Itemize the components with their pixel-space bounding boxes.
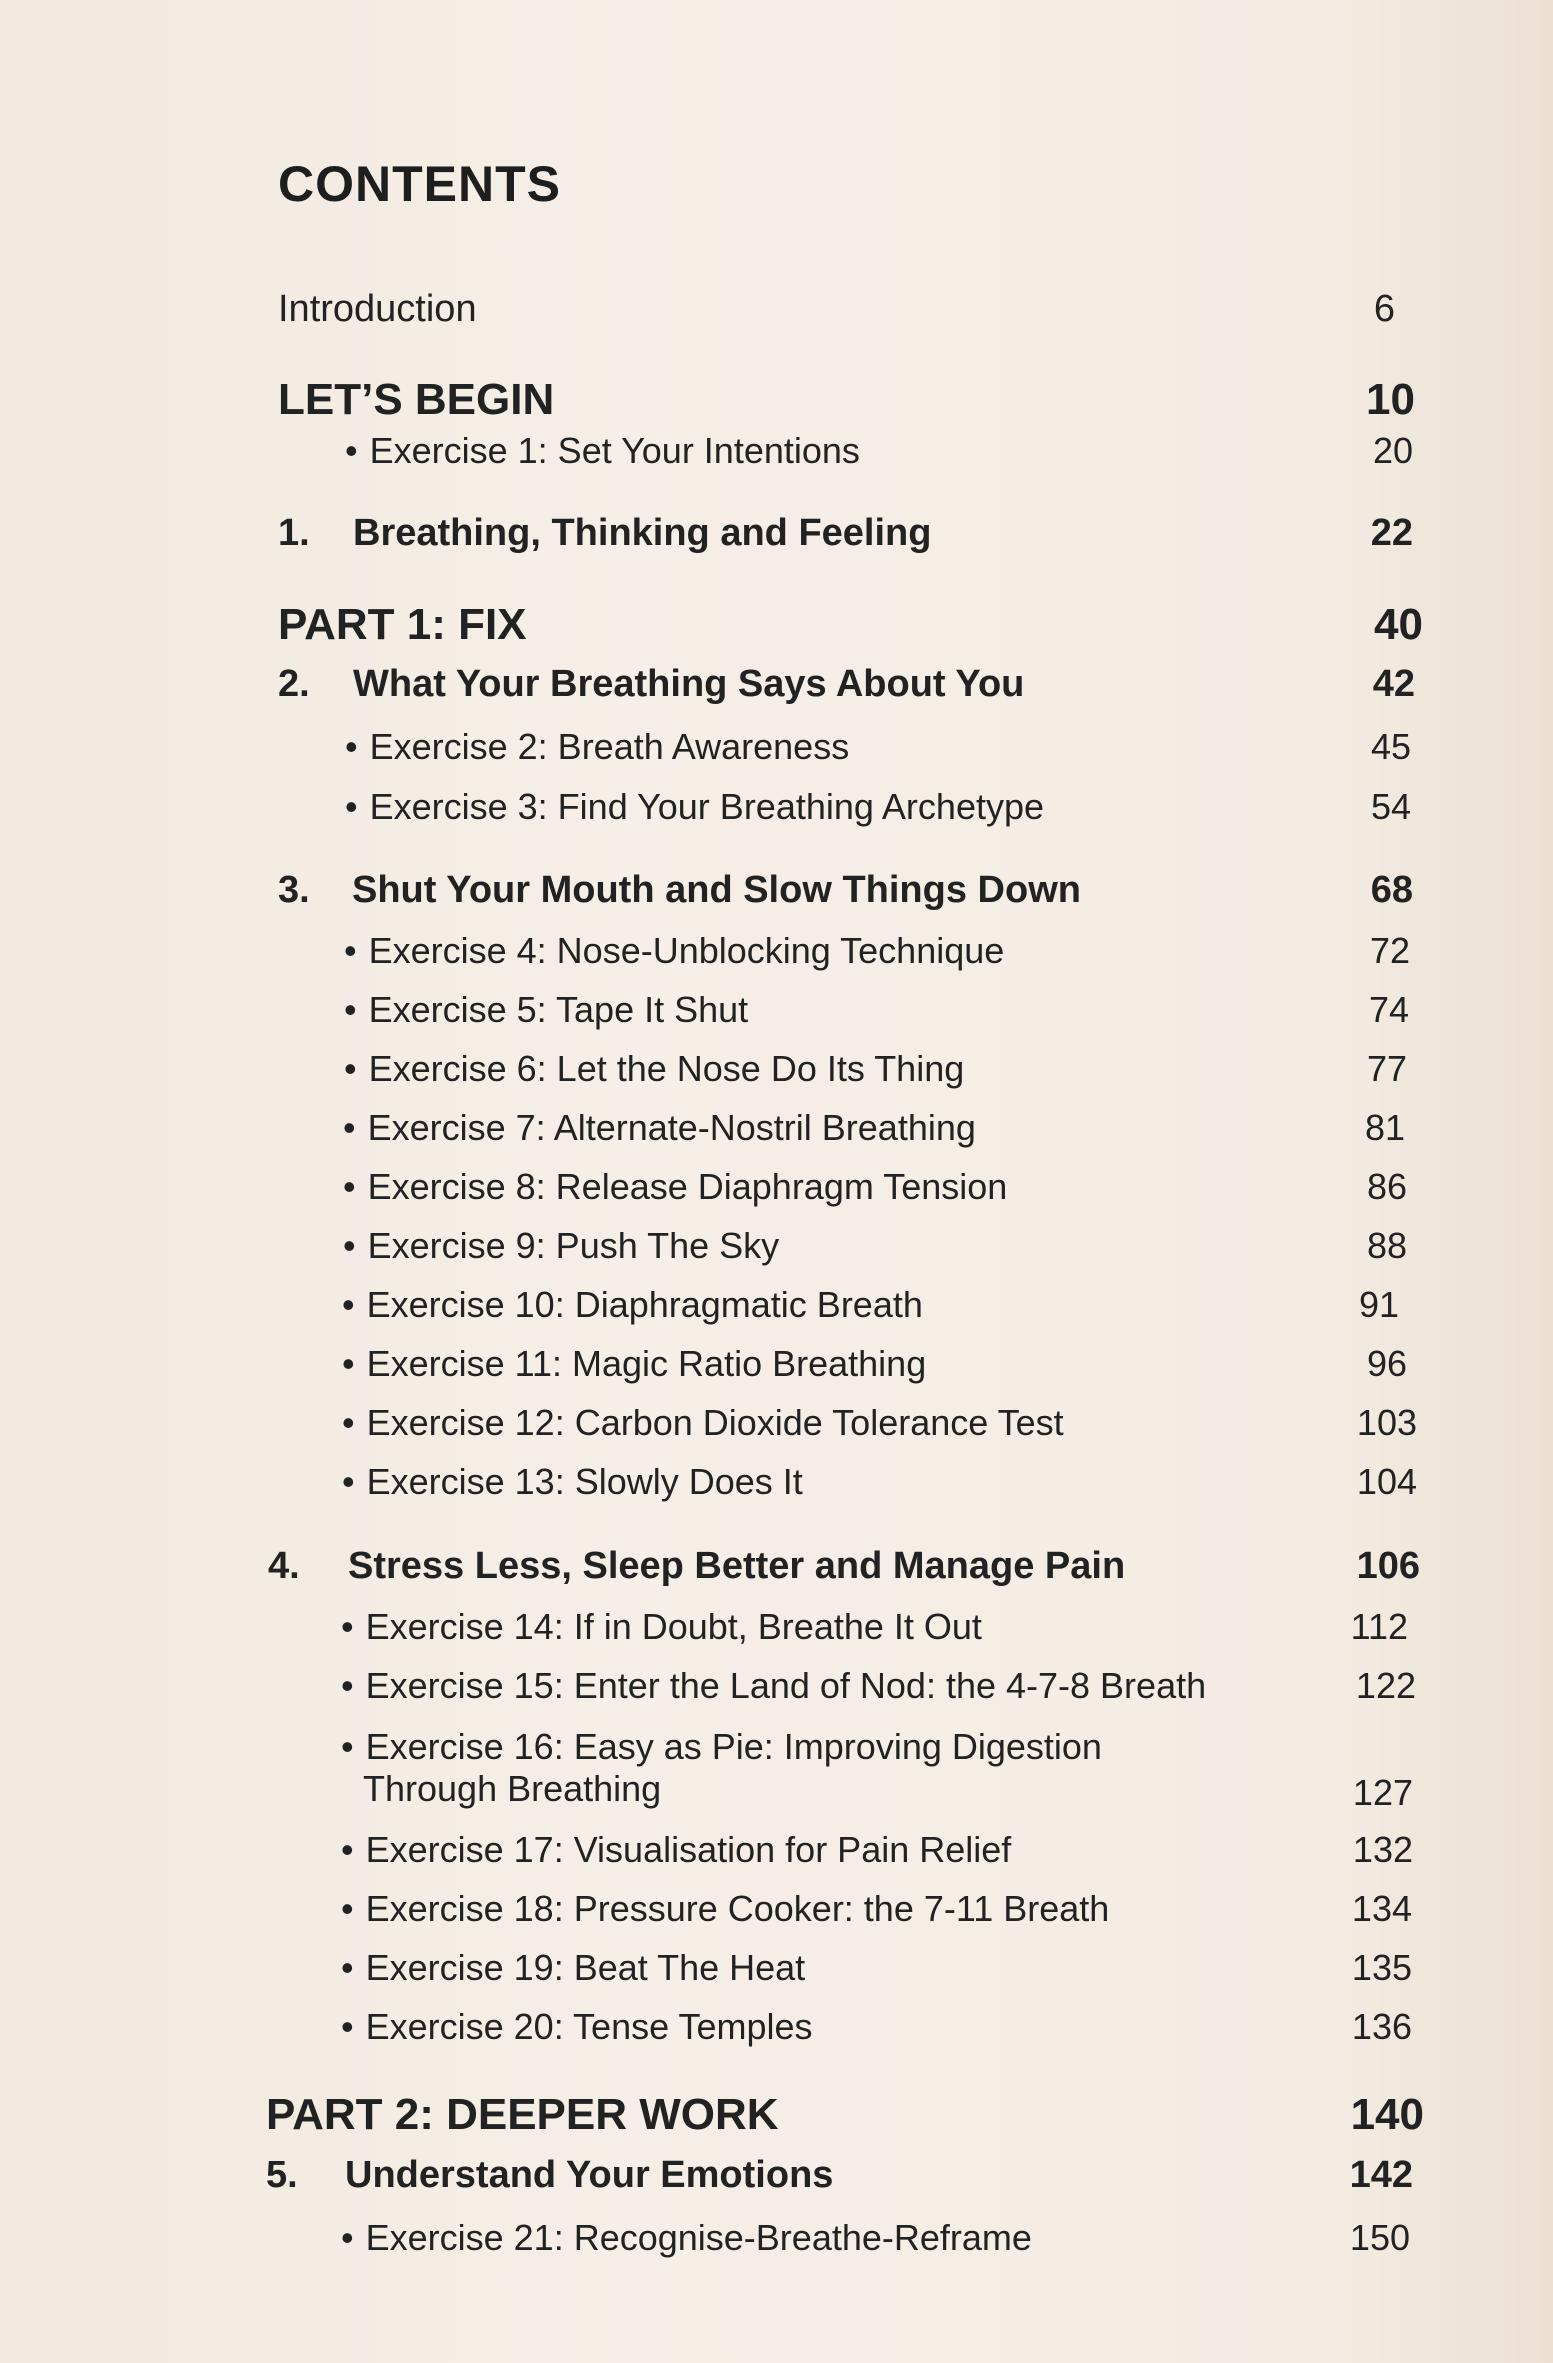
chapter-number: 4. [268, 1545, 300, 1587]
exercise-page: 104 [1356, 1461, 1417, 1502]
exercise-page: 134 [1351, 1888, 1412, 1929]
chapter-number: 1. [278, 512, 310, 554]
toc-exercise [0, 2217, 1553, 2267]
exercise-title: • Exercise 17: Visualisation for Pain Relief [341, 1829, 1011, 1871]
exercise-page: 127 [1352, 1772, 1413, 1813]
chapter-number: 2. [278, 663, 310, 705]
exercise-title: • Exercise 4: Nose-Unblocking Technique [344, 930, 1004, 972]
exercise-page: 96 [1366, 1343, 1407, 1384]
part-title: PART 2: DEEPER WORK [266, 2090, 779, 2139]
exercise-title: • Exercise 10: Diaphragmatic Breath [342, 1284, 923, 1326]
exercise-page: 81 [1364, 1107, 1405, 1148]
exercise-title: • Exercise 13: Slowly Does It [342, 1461, 803, 1503]
entry-page: 6 [1373, 288, 1395, 330]
contents-heading: CONTENTS [278, 156, 561, 212]
part-page: 10 [1366, 375, 1415, 424]
toc-exercise [0, 1726, 1553, 1826]
toc-exercise [0, 1606, 1553, 1656]
exercise-page: 132 [1352, 1829, 1413, 1870]
exercise-title: • Exercise 14: If in Doubt, Breathe It Out [341, 1606, 982, 1648]
chapter-number: 5. [266, 2154, 298, 2196]
toc-exercise [0, 1107, 1553, 1157]
toc-chapter-2 [0, 663, 1553, 713]
toc-exercise [0, 1665, 1553, 1715]
exercise-title: • Exercise 16: Easy as Pie: Improving Digestion [341, 1726, 1102, 1768]
toc-exercise [0, 989, 1553, 1039]
exercise-title: • Exercise 15: Enter the Land of Nod: the 4-7-8 Breath [341, 1665, 1206, 1707]
exercise-title: • Exercise 21: Recognise-Breathe-Reframe [341, 2217, 1032, 2259]
chapter-page: 68 [1370, 869, 1413, 911]
part-page: 40 [1374, 600, 1423, 649]
exercise-page: 20 [1372, 430, 1413, 471]
exercise-title: • Exercise 1: Set Your Intentions [345, 430, 860, 472]
exercise-title: • Exercise 8: Release Diaphragm Tension [343, 1166, 1007, 1208]
exercise-title: • Exercise 11: Magic Ratio Breathing [342, 1343, 926, 1385]
toc-entry-introduction [0, 288, 1553, 338]
chapter-title: Understand Your Emotions [345, 2154, 834, 2196]
toc-exercise [0, 1461, 1553, 1511]
exercise-title: • Exercise 6: Let the Nose Do Its Thing [344, 1048, 964, 1090]
exercise-page: 135 [1351, 1947, 1412, 1988]
entry-title: Introduction [278, 288, 477, 330]
toc-exercise [0, 1402, 1553, 1452]
toc-part-2 [0, 2090, 1553, 2140]
chapter-number: 3. [278, 869, 310, 911]
exercise-page: 77 [1366, 1048, 1407, 1089]
chapter-title: Shut Your Mouth and Slow Things Down [352, 869, 1081, 911]
toc-exercise [0, 2006, 1553, 2056]
chapter-title: Breathing, Thinking and Feeling [353, 512, 932, 554]
toc-exercise [0, 726, 1553, 776]
toc-exercise [0, 1048, 1553, 1098]
exercise-title: • Exercise 9: Push The Sky [343, 1225, 779, 1267]
toc-exercise [0, 1947, 1553, 1997]
exercise-page: 74 [1368, 989, 1409, 1030]
exercise-page: 54 [1370, 786, 1411, 827]
toc-exercise [0, 1225, 1553, 1275]
exercise-page: 112 [1350, 1606, 1408, 1647]
exercise-title: • Exercise 2: Breath Awareness [345, 726, 849, 768]
toc-exercise [0, 430, 1553, 480]
toc-chapter-3 [0, 869, 1553, 919]
exercise-page: 86 [1366, 1166, 1407, 1207]
exercise-page: 136 [1351, 2006, 1412, 2047]
exercise-title: • Exercise 5: Tape It Shut [344, 989, 748, 1031]
exercise-page: 91 [1358, 1284, 1399, 1325]
exercise-page: 45 [1370, 726, 1411, 767]
chapter-title: What Your Breathing Says About You [353, 663, 1025, 705]
toc-exercise [0, 1284, 1553, 1334]
chapter-page: 42 [1372, 663, 1415, 705]
chapter-title: Stress Less, Sleep Better and Manage Pain [348, 1545, 1126, 1587]
toc-part-lets-begin [0, 375, 1553, 425]
toc-chapter-4 [0, 1545, 1553, 1595]
toc-exercise [0, 1343, 1553, 1393]
toc-exercise [0, 930, 1553, 980]
part-title: LET’S BEGIN [278, 375, 555, 424]
toc-chapter-5 [0, 2154, 1553, 2204]
exercise-title: • Exercise 7: Alternate-Nostril Breathing [343, 1107, 976, 1149]
exercise-title: • Exercise 19: Beat The Heat [341, 1947, 805, 1989]
chapter-page: 22 [1370, 512, 1413, 554]
toc-exercise [0, 1829, 1553, 1879]
chapter-page: 142 [1349, 2154, 1413, 2196]
toc-exercise [0, 1166, 1553, 1216]
exercise-title: • Exercise 18: Pressure Cooker: the 7-11 Breath [341, 1888, 1109, 1930]
exercise-page: 150 [1349, 2217, 1410, 2258]
exercise-page: 88 [1366, 1225, 1407, 1266]
exercise-page: 72 [1369, 930, 1410, 971]
exercise-title-continued: Through Breathing [363, 1768, 662, 1809]
part-title: PART 1: FIX [278, 600, 527, 649]
toc-exercise [0, 1888, 1553, 1938]
exercise-page: 103 [1356, 1402, 1417, 1443]
toc-part-1 [0, 600, 1553, 650]
exercise-title: • Exercise 12: Carbon Dioxide Tolerance Test [342, 1402, 1064, 1444]
chapter-page: 106 [1356, 1545, 1420, 1587]
exercise-title: • Exercise 3: Find Your Breathing Archetype [345, 786, 1044, 828]
exercise-title: • Exercise 20: Tense Temples [341, 2006, 813, 2048]
part-page: 140 [1350, 2090, 1424, 2139]
toc-chapter-1 [0, 512, 1553, 562]
exercise-page: 122 [1355, 1665, 1416, 1706]
toc-exercise [0, 786, 1553, 836]
